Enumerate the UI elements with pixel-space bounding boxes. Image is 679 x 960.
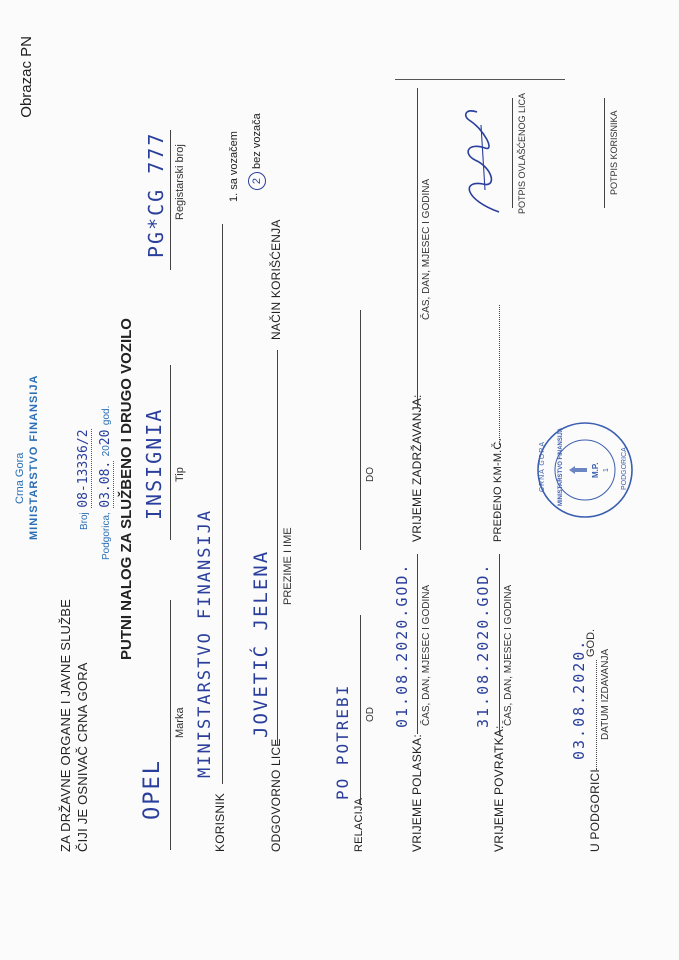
zadrzavanje-line [417, 88, 418, 408]
marka-label: Marka [174, 707, 186, 738]
povratak-line [499, 554, 500, 734]
polazak-label: VRIJEME POLASKA: [410, 734, 424, 852]
year-prefix: 20 [101, 445, 112, 457]
relacija-od-caption: OD [365, 707, 376, 722]
relacija-do-caption: DO [365, 467, 376, 482]
issue-date-value: 03.08. [98, 460, 113, 508]
broj-value: 08-13336/2 [76, 429, 91, 508]
zadrzavanje-label: VRIJEME ZADRŽAVANJA: [410, 394, 424, 542]
header-line-1: ZA DRŽAVNE ORGANE I JAVNE SLUŽBE [58, 599, 73, 852]
tip-value: INSIGNIA [142, 407, 166, 520]
form-title: PUTNI NALOG ZA SLUŽBENO I DRUGO VOZILO [118, 318, 135, 660]
korisnik-label: KORISNIK [213, 793, 227, 852]
polazak-line [417, 554, 418, 734]
polazak-value: 01.08.2020.GOD. [393, 562, 411, 728]
year-value: 20 [98, 429, 113, 446]
povratak-label: VRIJEME POVRATKA: [492, 725, 506, 852]
relacija-od-value: PO POTREBI [333, 683, 352, 800]
ovlasceno-line [512, 98, 513, 208]
marka-value: OPEL [140, 759, 165, 820]
signature-ovlasceno [455, 100, 510, 220]
stamp-city: PODGORICA [621, 447, 628, 490]
tip-line [170, 365, 171, 540]
header-line-2: ČIJI JE OSNIVAČ CRNA GORA [75, 662, 90, 852]
reg-line [170, 130, 171, 270]
stamp-ministry: MINISTARSTVO FINANSIJA [558, 427, 564, 506]
izdavanje-god: GOD. [585, 628, 597, 657]
korisnik-signature-line [604, 98, 605, 208]
izdavanje-label: U PODGORICI [588, 769, 602, 852]
god-label: god. [101, 405, 112, 426]
country-name: Crna Gora [14, 452, 26, 504]
odgovorno-lice-label: ODGOVORNO LICE [269, 738, 283, 852]
right-margin-line [395, 79, 565, 80]
broj-label: Broj [79, 512, 90, 530]
zadrzavanje-caption: ČAS, DAN, MJESEC I GODINA [421, 178, 432, 320]
tip-label: Tip [174, 467, 186, 482]
korisnik-value: MINISTARSTVO FINANSIJA [195, 508, 215, 778]
korisnik-signature-caption: POTPIS KORISNIKA [609, 110, 619, 195]
izdavanje-line [596, 660, 597, 770]
polazak-caption: ČAS, DAN, MJESEC I GODINA [421, 584, 432, 726]
predjeno-label: PREĐENO KM-M.Č. [492, 438, 504, 542]
nacin-option-1: 1. sa vozačem [228, 131, 240, 202]
odgovorno-lice-caption: PREZIME I IME [282, 527, 294, 605]
povratak-caption: ČAS, DAN, MJESEC I GODINA [503, 584, 514, 726]
nacin-label: NAČIN KORIŠĆENJA [269, 219, 283, 340]
relacija-od-line [360, 615, 361, 805]
izdavanje-value: 03.08.2020. [570, 638, 588, 760]
korisnik-line [222, 224, 223, 784]
stamp-country: CRNA GORA [539, 440, 546, 492]
form-code: Obrazac PN [18, 36, 35, 118]
city-label: Podgorica, [101, 512, 112, 560]
ministry-name: MINISTARSTVO FINANSIJA [28, 374, 40, 540]
official-stamp [535, 420, 635, 520]
stamp-mp: M.P. [591, 462, 600, 478]
marka-line [170, 600, 171, 850]
nacin-option-2-text: bez vozača [251, 113, 263, 169]
izdavanje-caption: DATUM IZDAVANJA [600, 648, 611, 740]
povratak-value: 31.08.2020.GOD. [474, 562, 492, 728]
relacija-do-line [360, 310, 361, 550]
ovlasceno-caption: POTPIS OVLAŠĆENOG LICA [517, 92, 527, 214]
date-row [96, 406, 114, 560]
broj-row [74, 429, 92, 530]
predjeno-line [499, 305, 500, 445]
reg-value: PG*CG 777 [144, 131, 168, 258]
reg-label: Registarski broj [174, 144, 186, 220]
odgovorno-lice-line [277, 350, 278, 745]
relacija-label: RELACIJA [353, 797, 365, 852]
odgovorno-lice-value: JOVETIĆ JELENA [250, 549, 272, 738]
nacin-option-2 [248, 113, 266, 190]
stamp-num: 1 [603, 468, 610, 472]
selected-option-circle: 2 [248, 172, 266, 190]
